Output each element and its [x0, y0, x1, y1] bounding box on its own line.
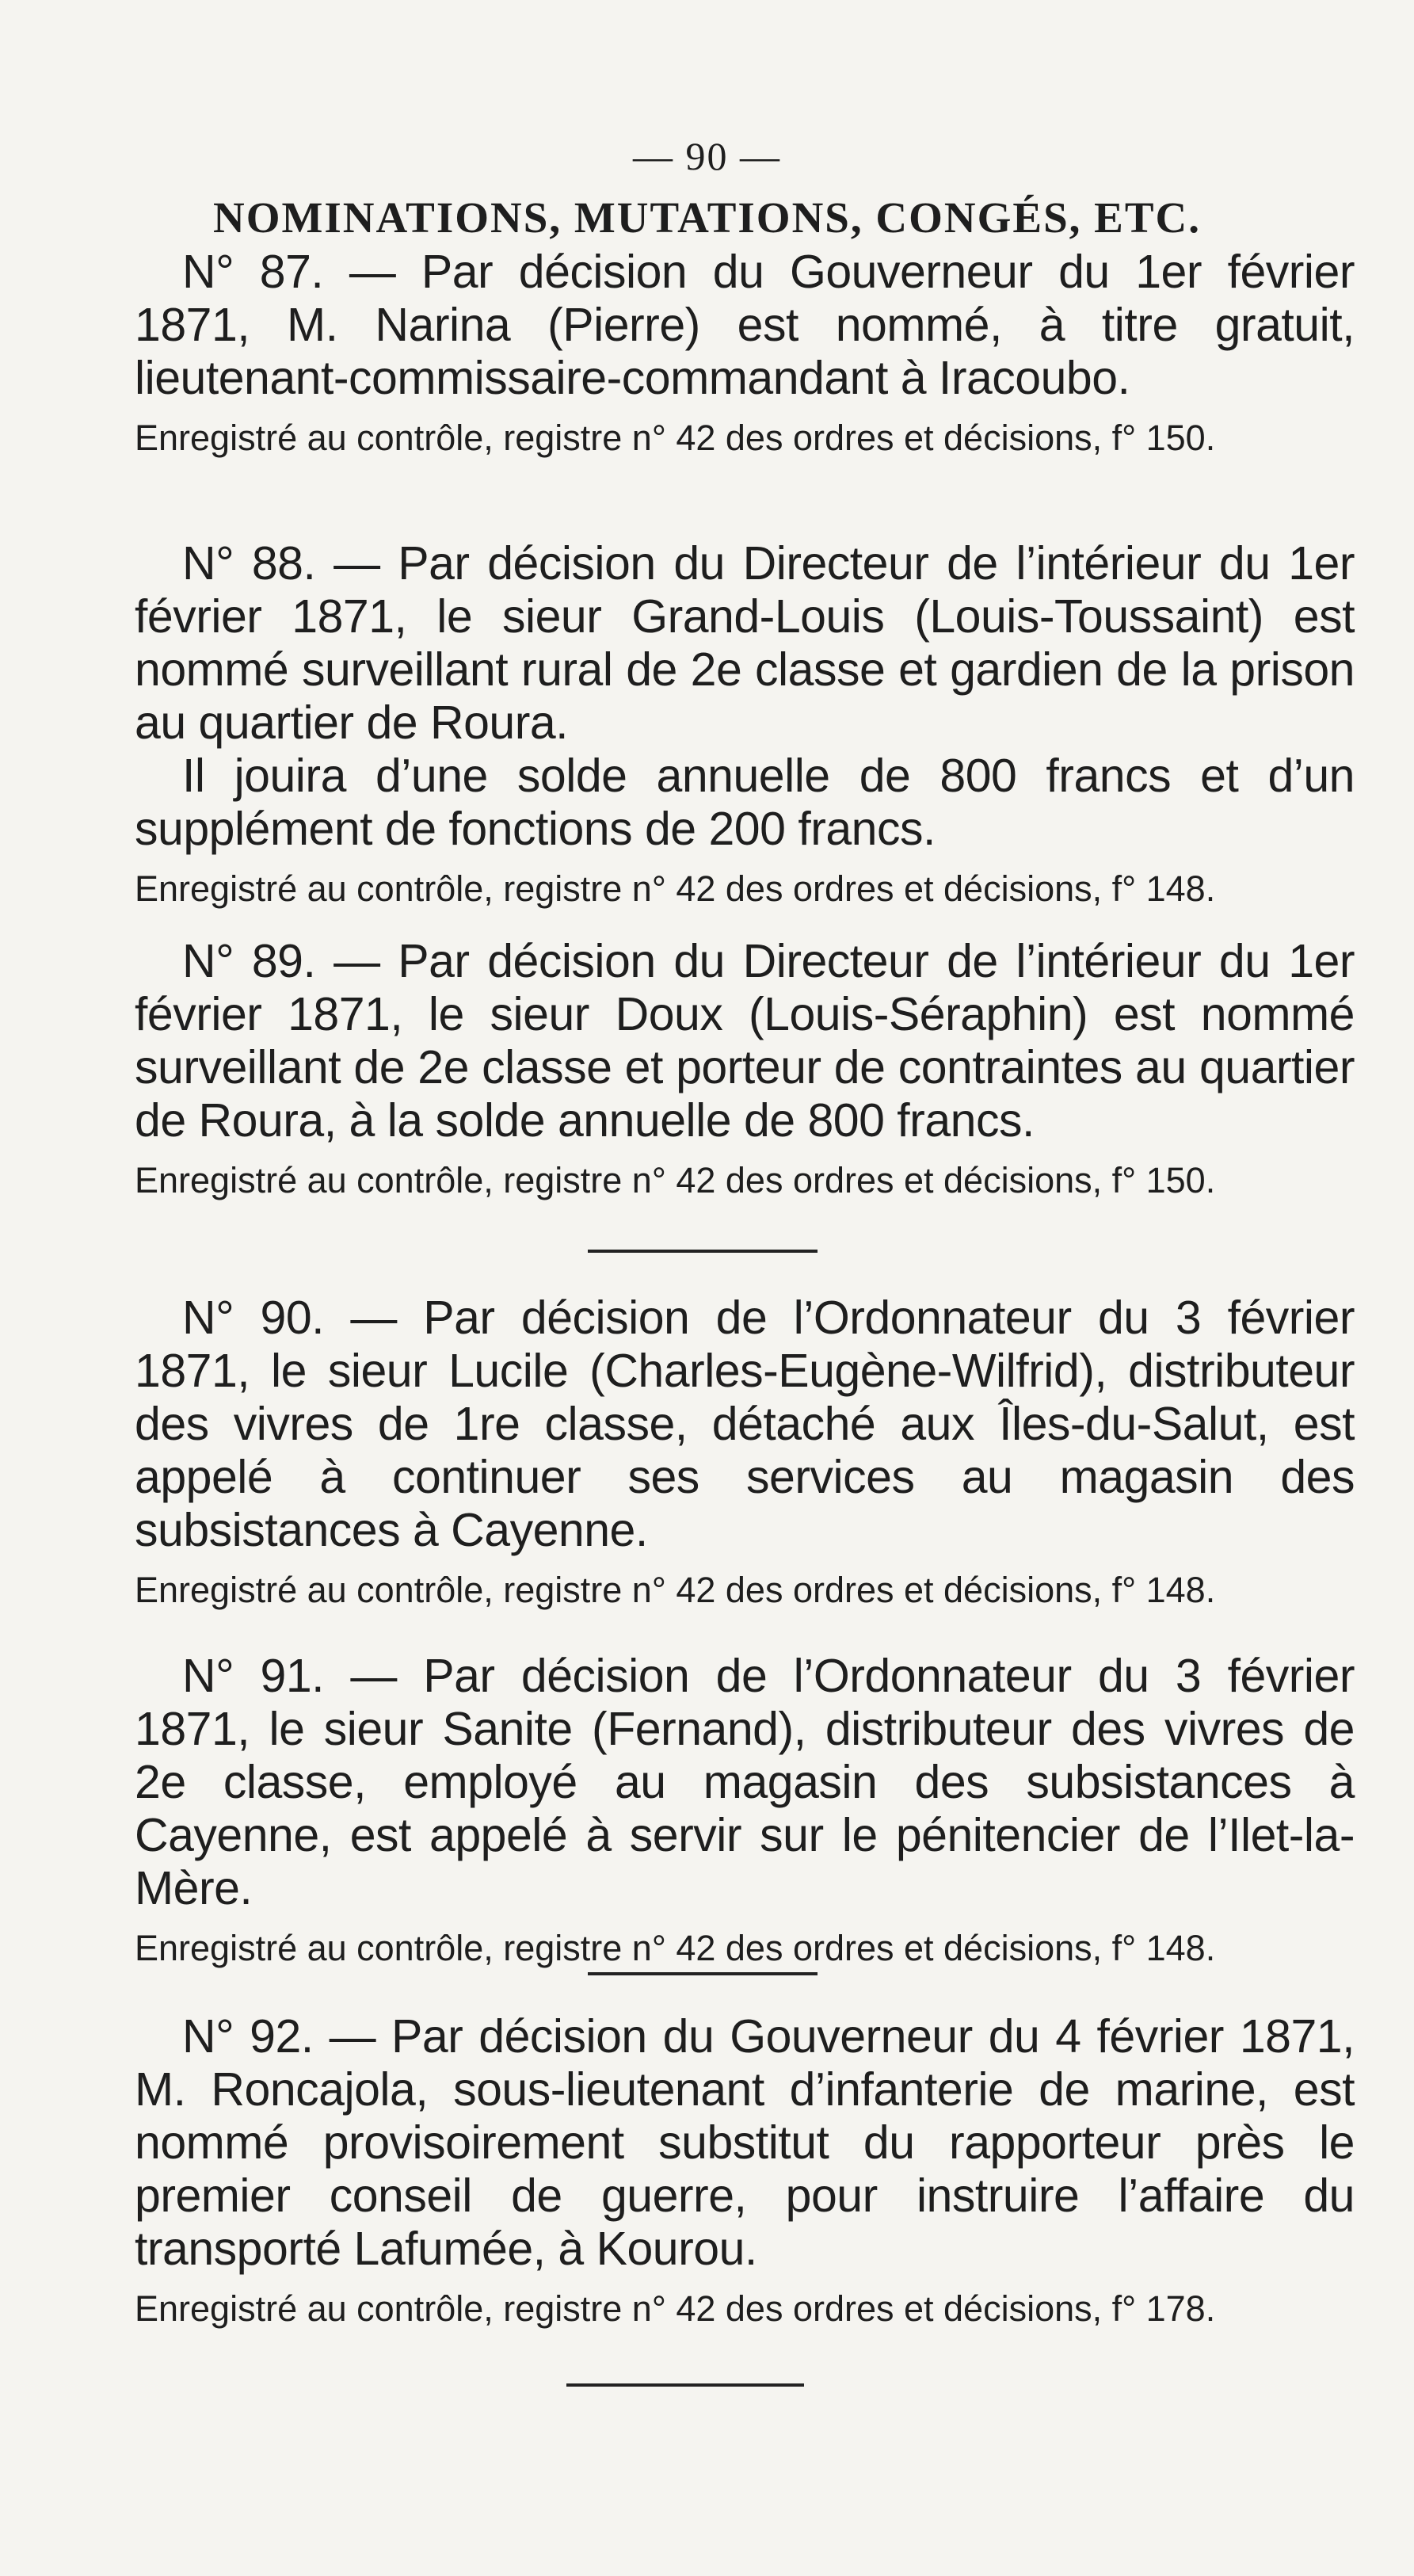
entry-number: N° 88. — [182, 537, 316, 590]
entry-text: — Par décision du Directeur de l’intérieur du 1er février 1871, le sieur Doux (Louis-Séraphin) est nommé surveillant de 2e classe et porteur de contraintes au quartier de Roura, à la solde annuelle de 800 francs. — [135, 935, 1355, 1147]
entry-text: — Par décision de l’Ordonnateur du 3 février 1871, le sieur Sanite (Fernand), distributeur des vivres de 2e classe, employé au magasin des subsistances à Cayenne, est appelé à servir sur le pénitencier de l’Ilet-la-Mère. — [135, 1650, 1355, 1914]
entry-text: — Par décision du Gouverneur du 4 février 1871, M. Roncajola, sous-lieutenant d’infanterie de marine, est nommé provisoirement substitut du rapporteur près le premier conseil de guerre, pour instruire l’affaire du transporté Lafumée, à Kourou. — [135, 2010, 1355, 2275]
entry-88-paragraph-2: Il jouira d’une solde annuelle de 800 francs et d’un supplément de fonctions de 200 francs. — [135, 750, 1355, 855]
entry-87-paragraph — [135, 246, 1355, 405]
entry-91 — [135, 1650, 1355, 1971]
registration-note: Enregistré au contrôle, registre n° 42 des ordres et décisions, f° 148. — [135, 868, 1216, 909]
entry-number: N° 91. — [182, 1650, 325, 1702]
entry-number: N° 87. — [182, 246, 324, 298]
entry-90 — [135, 1292, 1355, 1612]
registration-note: Enregistré au contrôle, registre n° 42 des ordres et décisions, f° 178. — [135, 2288, 1216, 2329]
entry-92 — [135, 2010, 1355, 2331]
registration-note: Enregistré au contrôle, registre n° 42 des ordres et décisions, f° 148. — [135, 1570, 1216, 1610]
entry-91-paragraph — [135, 1650, 1355, 1915]
entry-88-paragraph — [135, 537, 1355, 750]
section-heading: NOMINATIONS, MUTATIONS, CONGÉS, ETC. — [212, 193, 1201, 242]
entry-number: N° 92. — [182, 2010, 314, 2063]
entry-87 — [135, 246, 1355, 460]
separator-rule — [588, 1250, 818, 1253]
entry-88 — [135, 537, 1355, 911]
page-number: — 90 — — [633, 134, 781, 178]
entry-text: — Par décision du Gouverneur du 1er février 1871, M. Narina (Pierre) est nommé, à titre gratuit, lieutenant-commissaire-commandant à Iracoubo. — [135, 246, 1355, 404]
registration-note: Enregistré au contrôle, registre n° 42 des ordres et décisions, f° 150. — [135, 1160, 1216, 1200]
entry-number: N° 90. — [182, 1292, 325, 1344]
entry-text: — Par décision du Directeur de l’intérieur du 1er février 1871, le sieur Grand-Louis (Louis-Toussaint) est nommé surveillant rural de 2e classe et gardien de la prison au quartier de Roura. — [135, 537, 1355, 749]
entry-92-paragraph — [135, 2010, 1355, 2276]
entry-89 — [135, 935, 1355, 1203]
entry-90-paragraph — [135, 1292, 1355, 1557]
registration-note: Enregistré au contrôle, registre n° 42 des ordres et décisions, f° 150. — [135, 418, 1216, 458]
entry-number: N° 89. — [182, 935, 316, 987]
entry-text: — Par décision de l’Ordonnateur du 3 février 1871, le sieur Lucile (Charles-Eugène-Wilfrid), distributeur des vivres de 1re classe, détaché aux Îles-du-Salut, est appelé à continuer ses services au magasin des subsistances à Cayenne. — [135, 1292, 1355, 1556]
entry-89-paragraph — [135, 935, 1355, 1147]
registration-note: Enregistré au contrôle, registre n° 42 des ordres et décisions, f° 148. — [135, 1928, 1216, 1968]
separator-rule — [588, 1972, 818, 1975]
separator-rule — [566, 2383, 804, 2387]
